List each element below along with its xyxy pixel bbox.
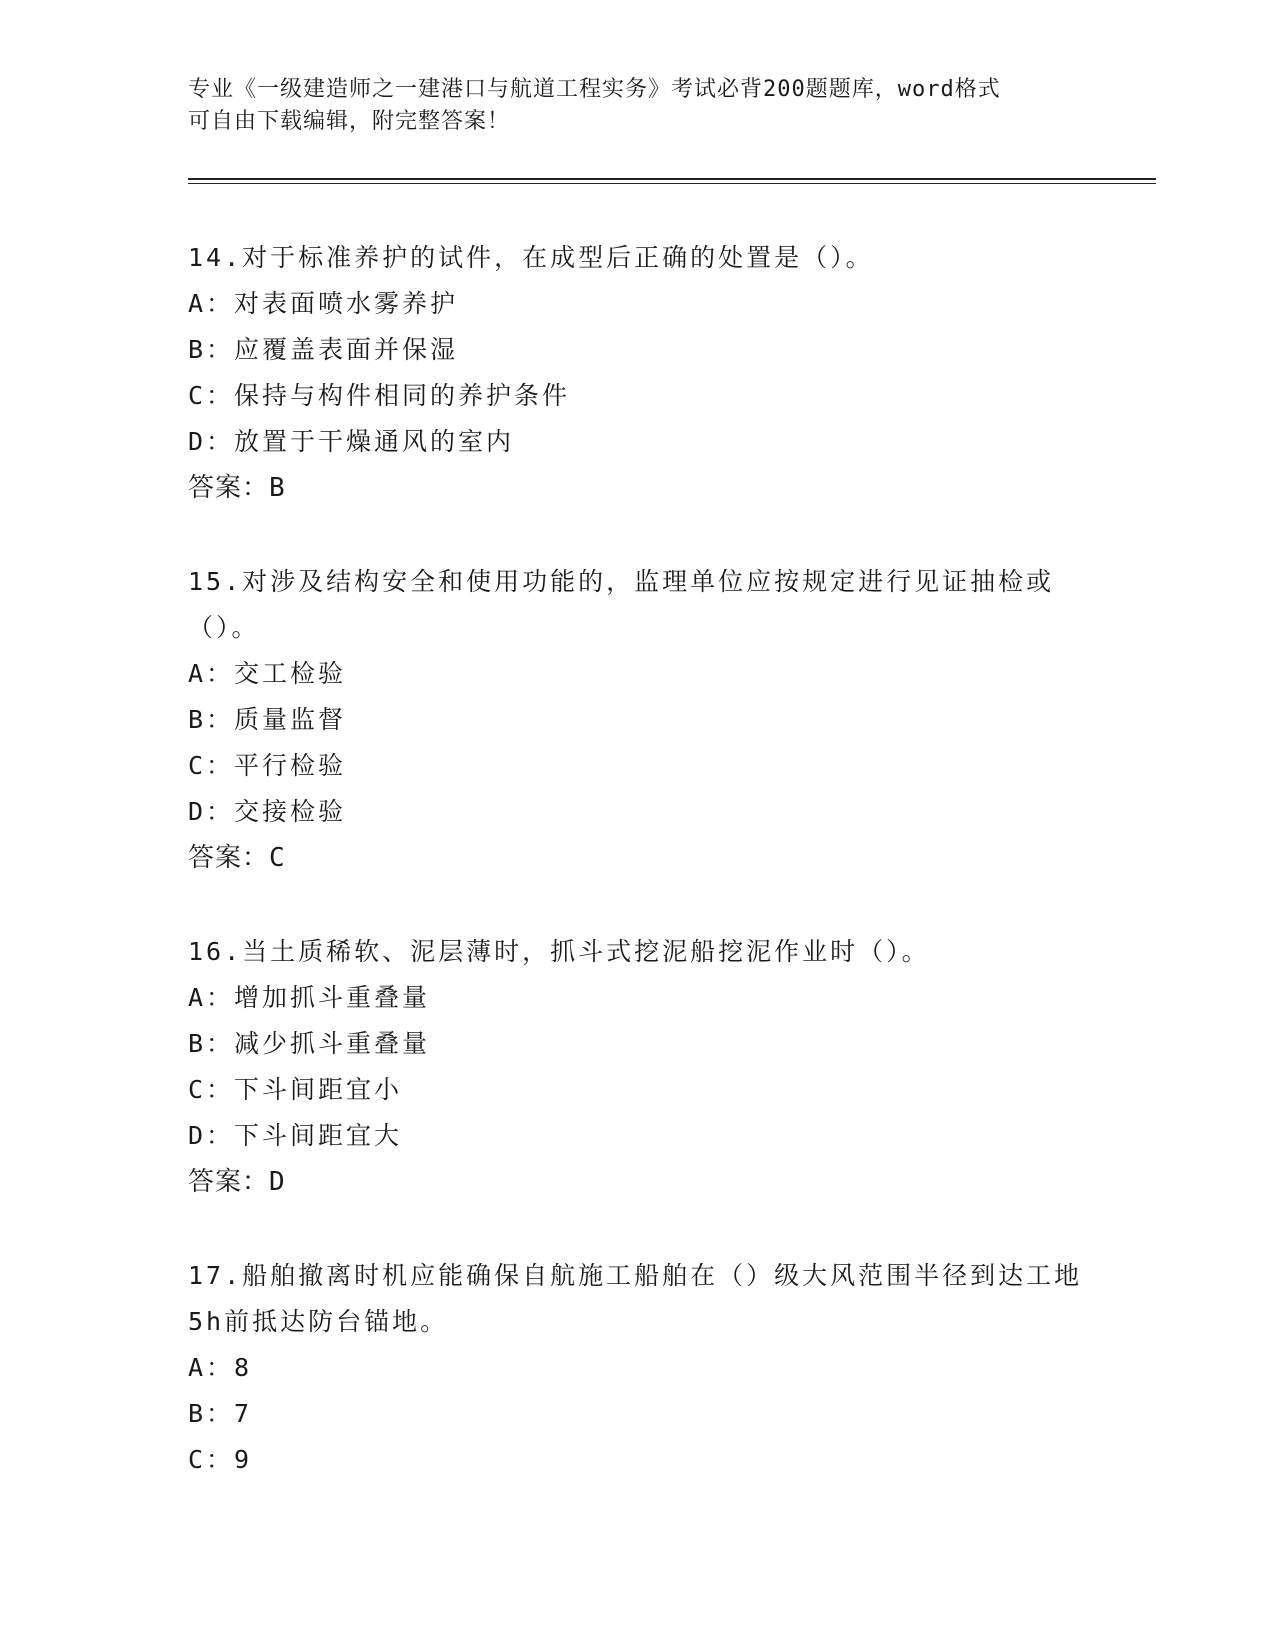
- question-stem: 14.对于标准养护的试件，在成型后正确的处置是（）。: [188, 243, 874, 272]
- option-c: C：下斗间距宜小: [188, 1075, 403, 1104]
- header-divider-thin: [188, 183, 1156, 184]
- option-b: B：减少抓斗重叠量: [188, 1029, 431, 1058]
- option-a: A：增加抓斗重叠量: [188, 983, 431, 1012]
- answer-line: [188, 835, 1088, 881]
- question-14: [188, 235, 1088, 511]
- header-divider-thick: [188, 178, 1156, 180]
- option-d: D：放置于干燥通风的室内: [188, 427, 515, 456]
- answer-label: 答案：: [188, 843, 270, 873]
- question-stem: 16.当土质稀软、泥层薄时，抓斗式挖泥船挖泥作业时（）。: [188, 937, 930, 966]
- option-d: D：下斗间距宜大: [188, 1121, 403, 1150]
- option-b: B：7: [188, 1399, 253, 1428]
- question-stem: 15.对涉及结构安全和使用功能的，监理单位应按规定进行见证抽检或（）。: [188, 567, 1055, 642]
- option-a: A：交工检验: [188, 659, 347, 688]
- document-header: [188, 74, 1068, 138]
- answer-label: 答案：: [188, 473, 270, 503]
- question-17: [188, 1253, 1088, 1483]
- option-a: A：对表面喷水雾养护: [188, 289, 459, 318]
- header-line-1: 专业《一级建造师之一建港口与航道工程实务》考试必背200题题库，word格式: [188, 77, 1001, 102]
- answer-value: D: [269, 1167, 286, 1197]
- answer-value: C: [269, 843, 286, 873]
- question-16: [188, 929, 1088, 1205]
- option-d: D：交接检验: [188, 797, 347, 826]
- option-b: B：质量监督: [188, 705, 347, 734]
- question-list: [188, 235, 1088, 1531]
- option-b: B：应覆盖表面并保湿: [188, 335, 459, 364]
- option-c: C：保持与构件相同的养护条件: [188, 381, 571, 410]
- option-c: C：平行检验: [188, 751, 347, 780]
- answer-label: 答案：: [188, 1167, 270, 1197]
- question-15: [188, 559, 1088, 881]
- answer-line: [188, 465, 1088, 511]
- answer-value: B: [269, 473, 286, 503]
- option-a: A：8: [188, 1353, 253, 1382]
- option-c: C：9: [188, 1445, 253, 1474]
- header-line-2: 可自由下载编辑，附完整答案！: [188, 109, 511, 134]
- question-stem: 17.船舶撤离时机应能确保自航施工船舶在（）级大风范围半径到达工地5h前抵达防台锚地。: [188, 1261, 1083, 1336]
- answer-line: [188, 1159, 1088, 1205]
